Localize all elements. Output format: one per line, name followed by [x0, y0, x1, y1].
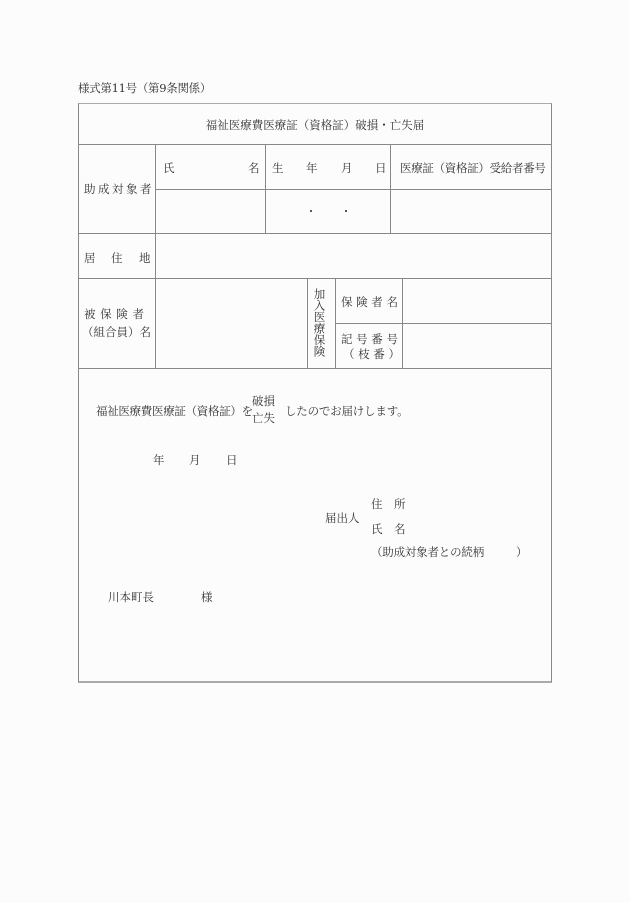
residence-label-1: 居: [84, 251, 96, 265]
statement-prefix: 福祉医療費医療証（資格証）を: [96, 404, 253, 418]
birth-header-sei: 生: [272, 161, 284, 175]
option-damaged[interactable]: 破損: [252, 394, 275, 408]
option-lost[interactable]: 亡失: [252, 411, 275, 425]
residence-label-2: 住: [111, 251, 123, 265]
date-separator: [345, 210, 347, 212]
certificate-number-header: 医療証（資格証）受給者番号: [400, 161, 546, 175]
date-month-label: 月: [189, 453, 201, 467]
residence-field[interactable]: [156, 234, 551, 277]
addressee-name: 川本町長: [108, 590, 154, 604]
name-header-right: 名: [248, 161, 260, 175]
statement-suffix: したのでお届けします。: [285, 404, 409, 418]
subject-name-field[interactable]: [156, 190, 264, 232]
residence-label-3: 地: [139, 251, 151, 265]
statement-options: [252, 393, 275, 427]
subject-label: 助成対象者: [84, 182, 154, 196]
birth-header-month: 月: [341, 161, 353, 175]
notifier-name-label: 氏 名: [371, 522, 406, 536]
birth-header-day: 日: [375, 161, 387, 175]
insurer-name-label: 保 険 者 名: [341, 295, 398, 309]
notifier-relationship-label: （助成対象者との続柄: [371, 545, 484, 559]
birth-date-field[interactable]: [266, 190, 389, 232]
symbol-number-label-line2: （ 枝 番 ）: [343, 347, 400, 361]
notifier-address-label: 住 所: [371, 497, 406, 511]
date-day-label: 日: [226, 453, 238, 467]
divider: [78, 368, 552, 369]
notifier-label: 届出人: [325, 511, 360, 525]
birth-header-year: 年: [306, 161, 318, 175]
date-year-label: 年: [153, 453, 165, 467]
certificate-number-field[interactable]: [391, 190, 551, 232]
symbol-number-label-line1: 記 号 番 号: [341, 332, 398, 346]
date-separator: [310, 210, 312, 212]
notifier-relationship-close: ）: [516, 545, 528, 559]
insured-label-line2: （組合員）名: [82, 325, 151, 339]
form-number: 様式第11号（第9条関係）: [78, 81, 212, 95]
insured-name-field[interactable]: [156, 279, 306, 367]
insurance-label: 加入医療保険: [312, 288, 327, 357]
divider: [335, 278, 336, 368]
symbol-number-field[interactable]: [403, 324, 551, 367]
addressee-honorific: 様: [201, 590, 213, 604]
divider: [307, 278, 308, 368]
document-title: 福祉医療費医療証（資格証）破損・亡失届: [205, 118, 425, 132]
insurer-name-field[interactable]: [403, 279, 551, 322]
divider: [78, 144, 552, 145]
insured-label-line1: 被 保 険 者: [84, 307, 145, 321]
name-header-left: 氏: [163, 161, 175, 175]
